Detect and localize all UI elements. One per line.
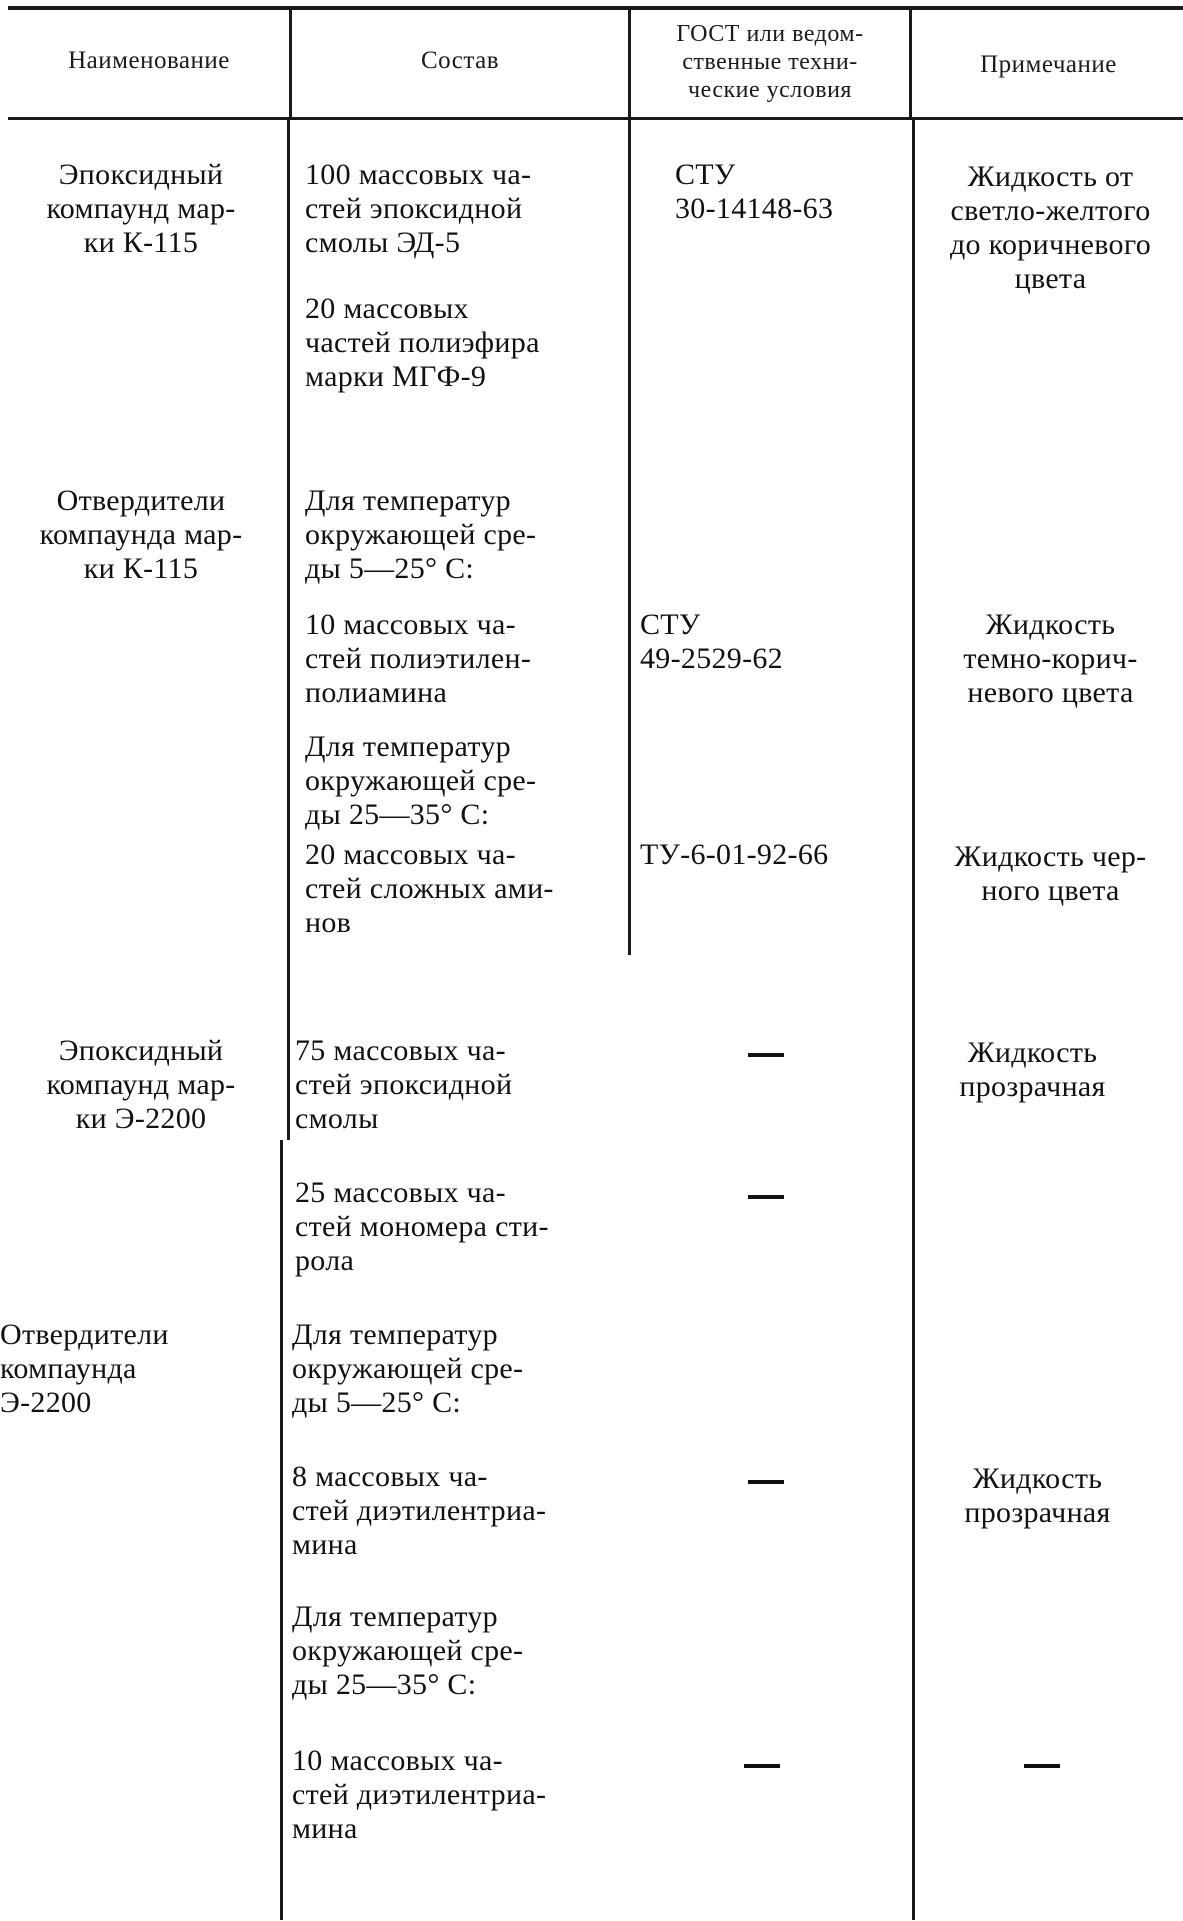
column-divider-3-body [912,120,915,1920]
row-2-note-4: Жидкость чер- ного цвета [954,840,1147,907]
row-3-name: Эпоксидный компаунд мар- ки Э-2200 [46,1034,236,1135]
row-4-note-2: Жидкость прозрачная [964,1462,1111,1529]
row-4-composition-2: 8 массовых ча- стей диэтилентриа- мина [292,1460,547,1561]
column-divider-2-body [628,120,631,955]
row-2-composition-2: 10 массовых ча- стей полиэтилен- полиамина [305,608,532,709]
row-2-standard-2: СТУ 49-2529-62 [640,608,783,675]
row-3-standard-2-dash [748,1195,784,1199]
header-note: Примечание [980,51,1117,78]
header-bottom-rule [8,117,1183,120]
row-4-note-4-dash [1024,1764,1060,1768]
row-4-composition-1: Для температур окружающей сре- ды 5—25° С: [292,1318,524,1419]
row-2-name: Отвердители компаунда мар- ки К-115 [39,484,243,585]
row-3-note-1: Жидкость прозрачная [959,1036,1106,1103]
column-divider-3 [909,10,912,117]
row-2-standard-4: ТУ-6-01-92-66 [640,838,829,871]
row-1-note-1: Жидкость от светло-желтого до коричневого цвета [949,160,1152,295]
row-3-composition-2: 25 массовых ча- стей мономера сти- рола [295,1176,549,1277]
row-3-standard-1-dash [748,1053,784,1057]
row-1-name: Эпоксидный компаунд мар- ки К-115 [46,158,236,259]
row-1-standard-1: СТУ 30-14148-63 [675,158,834,225]
row-2-composition-3: Для температур окружающей сре- ды 25—35° С: [305,730,537,831]
row-2-composition-4: 20 массовых ча- стей сложных ами- нов [305,838,554,939]
column-divider-1 [289,10,292,117]
row-2-composition-1: Для температур окружающей сре- ды 5—25° С: [305,484,537,585]
row-4-composition-4: 10 массовых ча- стей диэтилентриа- мина [292,1744,547,1845]
row-4-name: Отвердители компаунда Э-2200 [0,1318,169,1419]
row-1-composition-1: 100 массовых ча- стей эпоксидной смолы ЭД-5 [305,158,532,259]
row-4-standard-2-dash [748,1480,784,1484]
table-top-rule [8,6,1183,10]
column-divider-1-body [287,120,290,1140]
row-3-composition-1: 75 массовых ча- стей эпоксидной смолы [295,1034,513,1135]
row-1-composition-2: 20 массовых частей полиэфира марки МГФ-9 [305,292,540,393]
row-2-note-2: Жидкость темно-корич- невого цвета [963,608,1138,709]
header-composition: Состав [420,47,500,74]
header-name: Наименование [68,47,230,74]
row-4-composition-3: Для температур окружающей сре- ды 25—35° С: [292,1600,524,1701]
row-4-standard-4-dash [744,1764,780,1768]
header-standard: ГОСТ или ведом- ственные техни- ческие условия [676,21,864,103]
column-divider-2 [628,10,631,117]
column-divider-1-body-lower [280,1140,283,1920]
